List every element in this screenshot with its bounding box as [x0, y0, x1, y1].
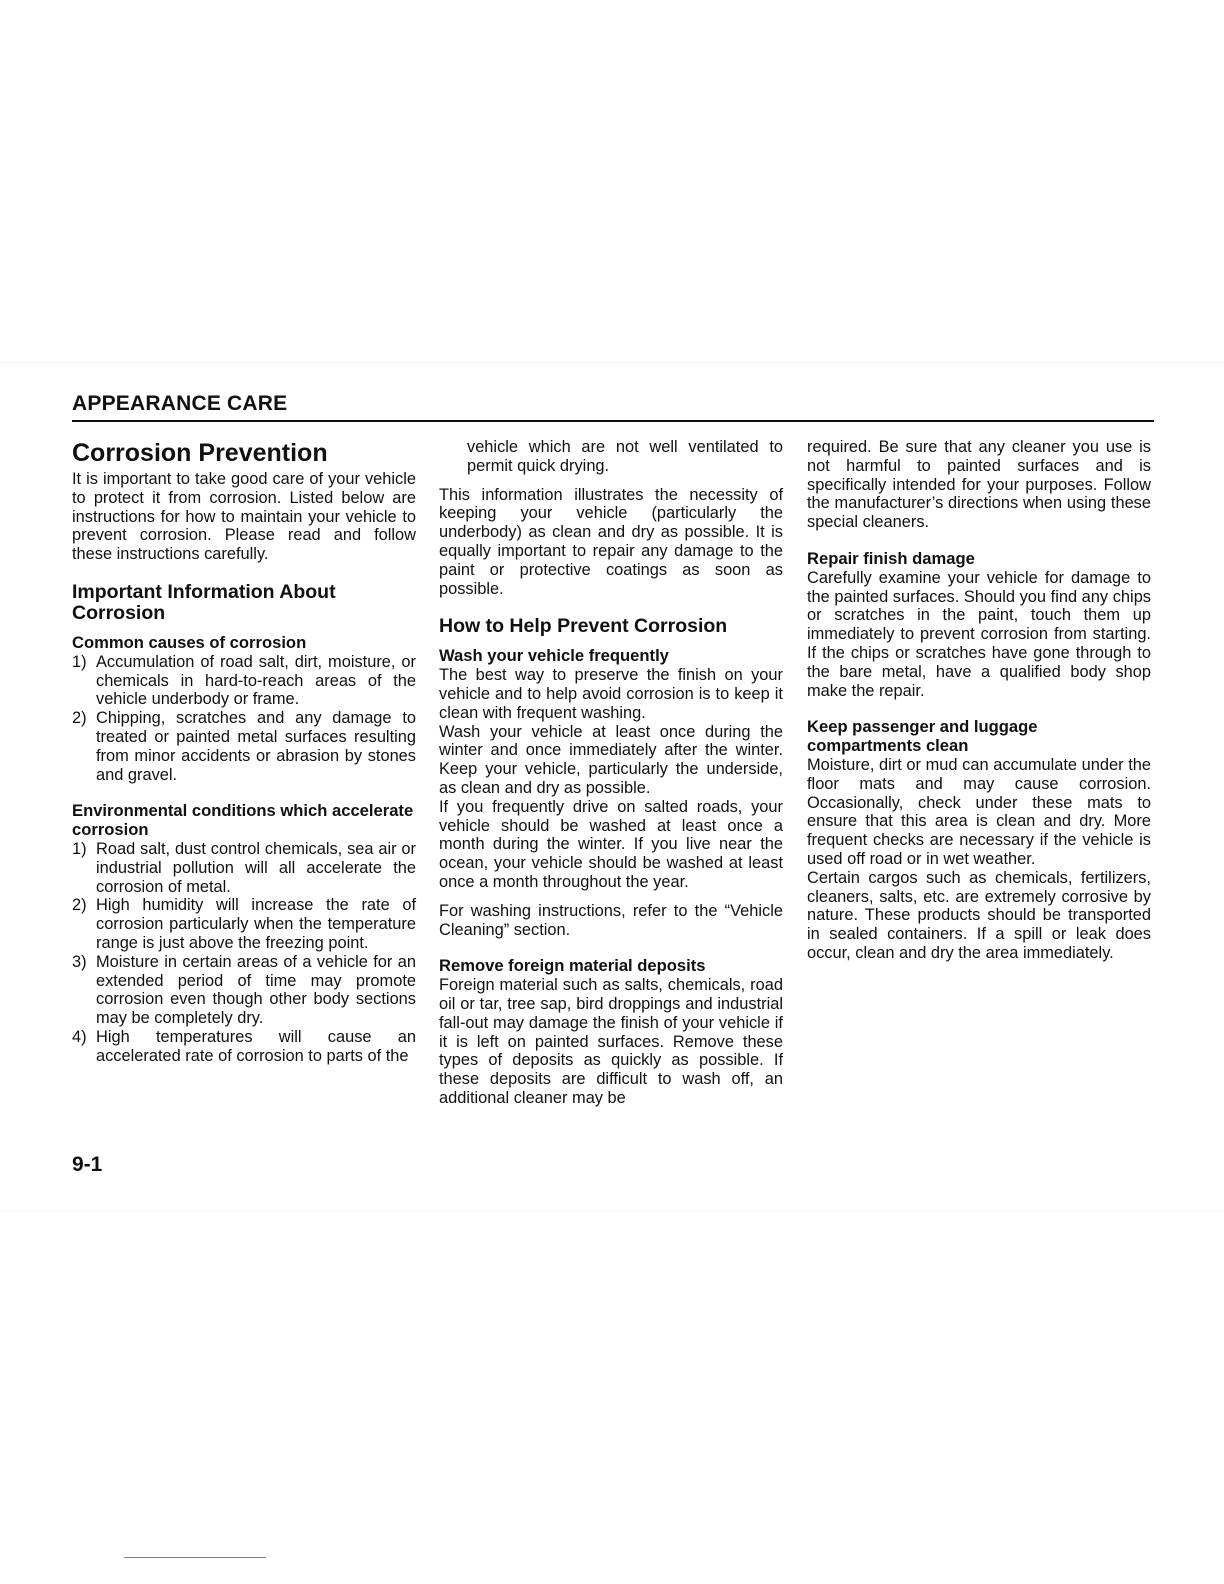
- section-header: APPEARANCE CARE: [72, 392, 288, 415]
- keep-paragraph-1: Moisture, dirt or mud can accumulate under the floor mats and may cause corrosion. Occasionally, check under these mats to ensure that this area is clean and dry. More frequent checks are necessary if the vehicle is used off road or in wet weather.: [807, 755, 1151, 868]
- heading-common-causes: Common causes of corrosion: [72, 632, 307, 652]
- wash-paragraph-1: The best way to preserve the finish on your vehicle and to help avoid corrosion is to keep it clean with frequent washing.: [439, 666, 783, 722]
- list-number: 2): [72, 709, 87, 728]
- list-item: [72, 1028, 416, 1066]
- list-item: [72, 840, 416, 896]
- list-item: [72, 896, 416, 952]
- causes-list: [72, 653, 416, 785]
- heading-remove-deposits: Remove foreign material deposits: [439, 956, 706, 976]
- list-text: High temperatures will cause an accelerated rate of corrosion to parts of the: [96, 1027, 416, 1065]
- keep-paragraph-2: Certain cargos such as chemicals, fertilizers, cleaners, salts, etc. are extremely corrosive by nature. These products should be transported in sealed containers. If a spill or leak does occur, clean and dry the area immediately.: [807, 868, 1151, 962]
- page-number: 9-1: [72, 1153, 103, 1176]
- column-1: [72, 438, 416, 1066]
- list-text: Moisture in certain areas of a vehicle for an extended period of time may promote corrosion even though other body sections may be completely dry.: [96, 952, 416, 1028]
- wash-paragraph-3: If you frequently drive on salted roads, your vehicle should be washed at least once a month during the winter. If you live near the ocean, your vehicle should be washed at least once a month throughout the year.: [439, 797, 783, 891]
- list-continuation: vehicle which are not well ventilated to permit quick drying.: [467, 438, 783, 475]
- cleaner-paragraph: required. Be sure that any cleaner you use is not harmful to painted surfaces and is specifically intended for your purposes. Follow the manufacturer’s directions when using these special cleaners.: [807, 438, 1151, 532]
- list-number: 2): [72, 896, 87, 915]
- list-item: [72, 953, 416, 1028]
- list-text: Accumulation of road salt, dirt, moisture, or chemicals in hard-to-reach areas of the vehicle underbody or frame.: [96, 652, 416, 709]
- list-number: 1): [72, 652, 87, 671]
- list-item: [72, 709, 416, 784]
- list-item: [72, 653, 416, 709]
- heading-wash-vehicle: Wash your vehicle frequently: [439, 646, 669, 666]
- heading-environmental: Environmental conditions which accelerate corrosion: [72, 801, 414, 840]
- wash-paragraph-2: Wash your vehicle at least once during the winter and once immediately after the winter. Keep your vehicle, particularly the underside, as clean and dry as possible.: [439, 722, 783, 797]
- column-3: [807, 438, 1151, 963]
- column-2: [439, 438, 783, 1108]
- header-rule: [72, 420, 1154, 422]
- list-number: 1): [72, 839, 87, 858]
- repair-paragraph: Carefully examine your vehicle for damage to the painted surfaces. Should you find any chips or scratches in the paint, touch them up immediately to prevent corrosion from starting. If the chips or scratches have gone through to the bare metal, have a qualified body shop make the repair.: [807, 568, 1151, 700]
- info-paragraph: This information illustrates the necessity of keeping your vehicle (particularly the underbody) as clean and dry as possible. It is equally important to repair any damage to the paint or protective coatings as soon as possible.: [439, 485, 783, 598]
- bottom-link-line: [124, 1557, 266, 1558]
- wash-paragraph-4: For washing instructions, refer to the “Vehicle Cleaning” section.: [439, 901, 783, 939]
- heading-keep-clean: Keep passenger and luggage compartments clean: [807, 717, 1038, 756]
- list-text: High humidity will increase the rate of corrosion particularly when the temperature range is just above the freezing point.: [96, 896, 416, 952]
- page-title: Corrosion Prevention: [72, 439, 328, 467]
- list-number: 4): [72, 1027, 87, 1046]
- list-number: 3): [72, 952, 87, 971]
- list-text: Chipping, scratches and any damage to treated or painted metal surfaces resulting from minor accidents or abrasion by stones and gravel.: [96, 709, 416, 784]
- intro-paragraph: It is important to take good care of your vehicle to protect it from corrosion. Listed below are instructions for how to maintain your vehicle to prevent corrosion. Please read and follow these instructions carefully.: [72, 470, 416, 564]
- foreign-paragraph: Foreign material such as salts, chemicals, road oil or tar, tree sap, bird droppings and industrial fall-out may damage the finish of your vehicle if it is left on painted surfaces. Remove these types of deposits as quickly as possible. If these deposits are difficult to wash off, an additional cleaner may be: [439, 976, 783, 1107]
- environmental-list: [72, 840, 416, 1066]
- subtitle-important-info: Important Information About Corrosion: [72, 580, 336, 624]
- heading-how-to-help: How to Help Prevent Corrosion: [439, 615, 728, 638]
- heading-repair-finish: Repair finish damage: [807, 548, 975, 568]
- list-text: Road salt, dust control chemicals, sea air or industrial pollution will all accelerate the corrosion of metal.: [96, 839, 416, 896]
